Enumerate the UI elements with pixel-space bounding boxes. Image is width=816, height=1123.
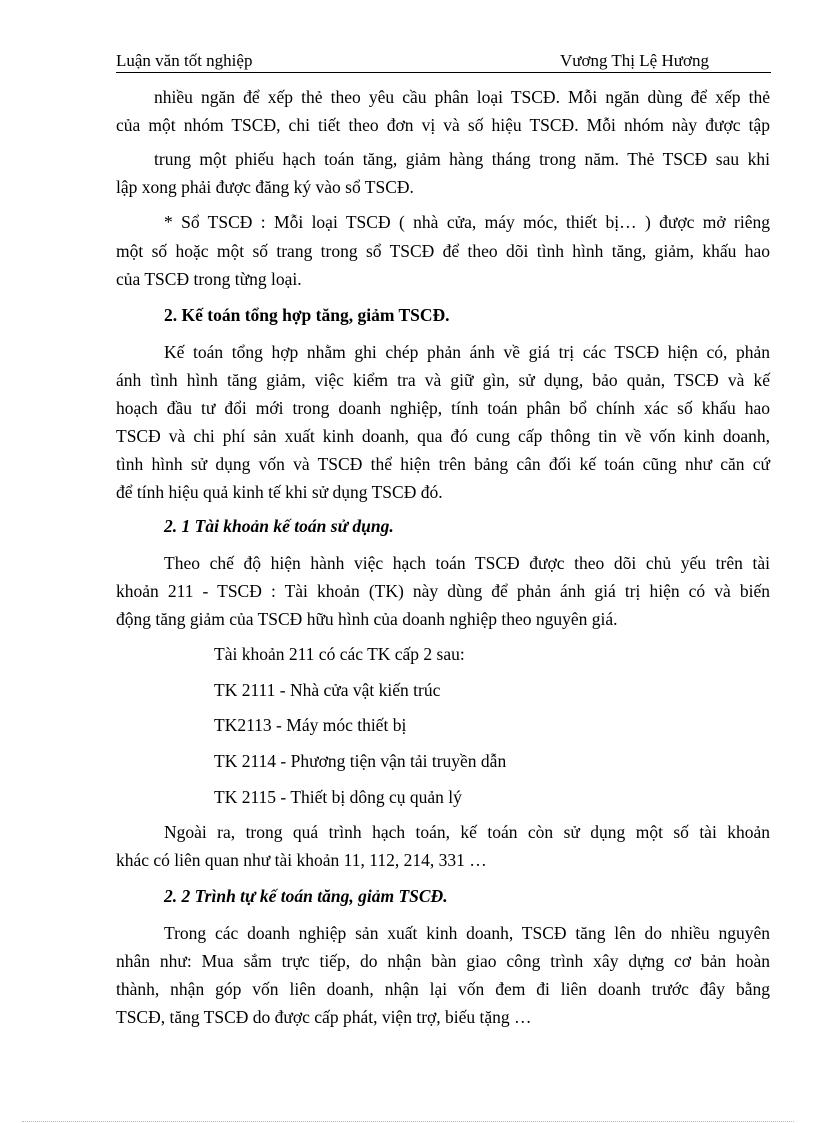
paragraph-line: TSCĐ và chi phí sản xuất kinh doanh, qua đó cung cấp thông tin về vốn kinh doanh,	[116, 426, 770, 446]
account-list-item: TK 2115 - Thiết bị dông cụ quản lý	[214, 787, 462, 807]
paragraph-line: tình hình sử dụng vốn và TSCĐ thể hiện trên bảng cân đối kế toán cũng như căn cứ	[116, 454, 770, 474]
paragraph-line: của TSCĐ trong từng loại.	[116, 269, 302, 289]
paragraph-line: thành, nhận góp vốn liên doanh, nhận lại vốn đem đi liên doanh trước đây bằng	[116, 979, 770, 999]
paragraph-line: Theo chế độ hiện hành việc hạch toán TSCĐ được theo dõi chủ yếu trên tài	[164, 553, 770, 573]
paragraph-line: lập xong phải được đăng ký vào sổ TSCĐ.	[116, 177, 414, 197]
paragraph-line: của một nhóm TSCĐ, chi tiết theo đơn vị và số hiệu TSCĐ. Mỗi nhóm này được tập	[116, 115, 770, 135]
paragraph-line: Trong các doanh nghiệp sản xuất kinh doanh, TSCĐ tăng lên do nhiều nguyên	[164, 923, 770, 943]
paragraph-line: nhân như: Mua sắm trực tiếp, do nhận bàn giao công trình xây dựng cơ bản hoàn	[116, 951, 770, 971]
paragraph-line: nhiều ngăn để xếp thẻ theo yêu cầu phân loại TSCĐ. Mỗi ngăn dùng để xếp thẻ	[154, 87, 770, 107]
paragraph-line: Kế toán tổng hợp nhằm ghi chép phản ánh về giá trị các TSCĐ hiện có, phản	[164, 342, 770, 362]
header-author-name: Vương Thị Lệ Hương	[560, 51, 709, 70]
account-list-item: TK2113 - Máy móc thiết bị	[214, 715, 407, 735]
paragraph-line: hoạch đầu tư đổi mới trong doanh nghiệp, tính toán phân bổ chính xác số khấu hao	[116, 398, 770, 418]
paragraph-line: để tính hiệu quả kinh tế khi sử dụng TSCĐ đó.	[116, 482, 443, 502]
page-header	[116, 50, 771, 72]
paragraph-line: ánh tình hình tăng giảm, việc kiểm tra và giữ gìn, sử dụng, bảo quản, TSCĐ và kế	[116, 370, 770, 390]
account-list-item: TK 2111 - Nhà cửa vật kiến trúc	[214, 680, 441, 700]
list-intro: Tài khoản 211 có các TK cấp 2 sau:	[214, 644, 465, 664]
paragraph-line: khác có liên quan như tài khoản 11, 112, 214, 331 …	[116, 850, 487, 870]
paragraph-line: khoản 211 - TSCĐ : Tài khoản (TK) này dùng để phản ánh giá trị hiện có và biến	[116, 581, 770, 601]
paragraph-line: động tăng giảm của TSCĐ hữu hình của doanh nghiệp theo nguyên giá.	[116, 609, 618, 629]
subsection-heading: 2. 2 Trình tự kế toán tăng, giảm TSCĐ.	[164, 886, 448, 906]
account-list-item: TK 2114 - Phương tiện vận tải truyền dẫn	[214, 751, 507, 771]
paragraph-line: * Sổ TSCĐ : Mỗi loại TSCĐ ( nhà cửa, máy móc, thiết bị… ) được mở riêng	[164, 212, 770, 232]
subsection-heading: 2. 1 Tài khoản kế toán sử dụng.	[164, 516, 394, 536]
paragraph-line: một số hoặc một số trang trong sổ TSCĐ để theo dõi tình hình tăng, giảm, khấu hao	[116, 241, 770, 261]
paragraph-line: trung một phiếu hạch toán tăng, giảm hàng tháng trong năm. Thẻ TSCĐ sau khi	[154, 149, 770, 169]
paragraph-line: Ngoài ra, trong quá trình hạch toán, kế toán còn sử dụng một số tài khoản	[164, 822, 770, 842]
section-heading: 2. Kế toán tổng hợp tăng, giảm TSCĐ.	[164, 305, 450, 325]
header-divider	[116, 72, 771, 73]
page-bottom-divider	[22, 1121, 794, 1122]
paragraph-line: TSCĐ, tăng TSCĐ do được cấp phát, viện trợ, biếu tặng …	[116, 1007, 532, 1027]
header-thesis-title: Luận văn tốt nghiệp	[116, 51, 253, 70]
